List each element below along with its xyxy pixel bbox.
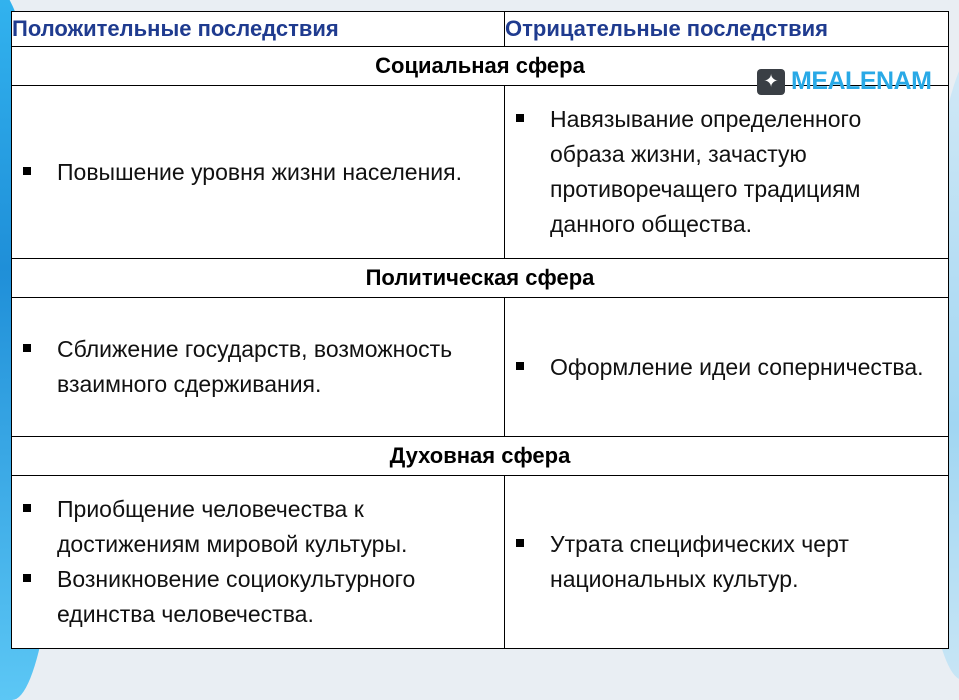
content-row-social <box>12 86 949 259</box>
negative-cell-social <box>505 86 949 259</box>
negative-column-header: Отрицательные последствия <box>505 12 949 47</box>
list-item: Утрата специфических черт национальных культур. <box>513 527 938 597</box>
positive-cell-political <box>12 298 505 437</box>
content-row-spiritual <box>12 476 949 649</box>
sphere-row-political <box>12 259 949 298</box>
logo-text: MEALENAM <box>791 67 932 95</box>
sphere-title-political: Политическая сфера <box>12 259 949 298</box>
content-row-political <box>12 298 949 437</box>
sphere-row-spiritual <box>12 437 949 476</box>
positive-column-header: Положительные последствия <box>12 12 505 47</box>
header-row <box>12 12 949 47</box>
consequences-table <box>11 11 949 649</box>
negative-cell-political <box>505 298 949 437</box>
list-item: Навязывание определенного образа жизни, зачастую противоречащего традициям данного общества. <box>513 102 938 242</box>
list-item: Повышение уровня жизни населения. <box>20 155 494 190</box>
star-icon: ✦ <box>757 69 785 95</box>
list-item: Оформление идеи соперничества. <box>513 350 938 385</box>
list-item: Сближение государств, возможность взаимного сдерживания. <box>20 332 494 402</box>
list-item: Приобщение человечества к достижениям мировой культуры. <box>20 492 494 562</box>
positive-cell-spiritual <box>12 476 505 649</box>
sphere-title-social: Социальная сфера <box>12 47 949 86</box>
list-item: Возникновение социокультурного единства человечества. <box>20 562 494 632</box>
negative-cell-spiritual <box>505 476 949 649</box>
watermark-logo <box>757 67 931 96</box>
sphere-title-spiritual: Духовная сфера <box>12 437 949 476</box>
positive-cell-social <box>12 86 505 259</box>
